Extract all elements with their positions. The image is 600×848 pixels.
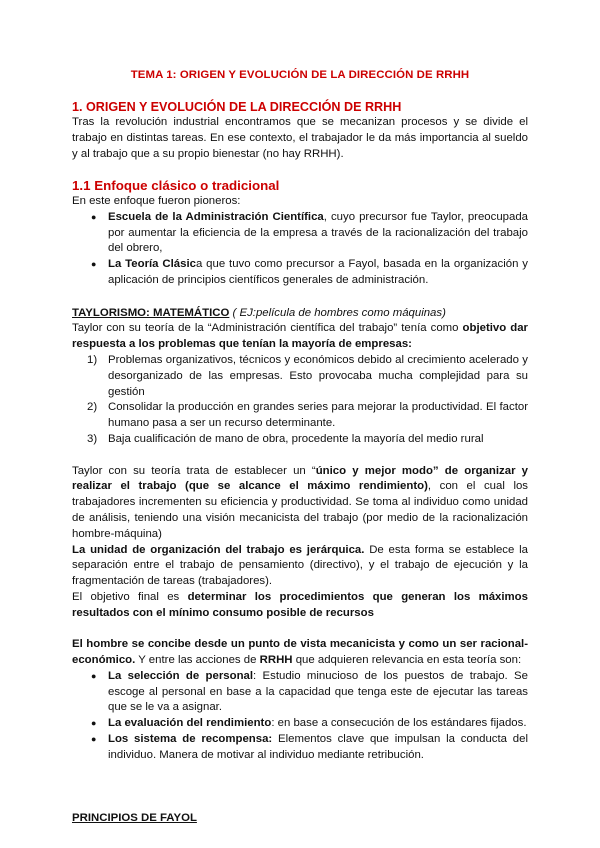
list-item: 3) Baja cualificación de mano de obra, procedente la mayoría del medio rural	[87, 432, 484, 445]
taylorismo-note: ( EJ:película de hombres como máquinas)	[229, 306, 446, 319]
problems-list	[72, 353, 528, 448]
document-body	[72, 99, 528, 827]
pioneers-list	[72, 210, 528, 289]
list-item: ● La Teoría Clásica que tuvo como precursor a Fayol, basada en la organización y aplicación de principios científicos generales de administración.	[108, 257, 528, 289]
taylorismo-heading: TAYLORISMO: MATEMÁTICO	[72, 306, 230, 319]
list-item: ● La selección de personal: Estudio minucioso de los puestos de trabajo. Se escoge al personal en base a la capacidad que tenga este de ejecutar las tareas que se le va a asignar.	[108, 669, 528, 716]
taylorismo-paragraph-1: Taylor con su teoría de la “Administración científica del trabajo” tenía como objetivo dar respuesta a los problemas que tenían la mayoría de empresas:	[72, 322, 528, 351]
list-item: 2) Consolidar la producción en grandes series para mejorar la productividad. El factor humano pasa a ser un recurso determinante.	[87, 401, 528, 430]
section-1-1-intro: En este enfoque fueron pioneros:	[72, 194, 241, 207]
section-1-1-heading: 1.1 Enfoque clásico o tradicional	[72, 178, 280, 194]
fayol-heading: PRINCIPIOS DE FAYOL	[72, 812, 197, 825]
document-title: TEMA 1: ORIGEN Y EVOLUCIÓN DE LA DIRECCIÓN DE RRHH	[130, 69, 470, 81]
list-item: ● Escuela de la Administración Científica, cuyo precursor fue Taylor, preocupada por aumentar la eficiencia de la empresa a través de la racionalización del trabajo del obrero,	[108, 210, 528, 257]
list-item: 1) Problemas organizativos, técnicos y económicos debido al crecimiento acelerado y desorganizado de las empresas. Esto provocaba mucha complejidad para su gestión	[87, 353, 528, 398]
section-1-heading: 1. ORIGEN Y EVOLUCIÓN DE LA DIRECCIÓN DE RRHH	[72, 100, 402, 114]
taylorismo-paragraph-3: La unidad de organización del trabajo es jerárquica. De esta forma se establece la separación entre el trabajo de pensamiento (directivo), y el trabajo de ejecución y la fragmentación de tareas (trabajadores).	[72, 543, 528, 588]
taylorismo-paragraph-4: El objetivo final es determinar los procedimientos que generan los máximos resultados con el mínimo consumo posible de recursos	[72, 590, 528, 619]
list-item: ● La evaluación del rendimiento: en base a consecución de los estándares fijados.	[108, 716, 528, 732]
taylorismo-paragraph-2: Taylor con su teoría trata de establecer un “único y mejor modo” de organizar y realizar el trabajo (que se alcance el máximo rendimiento), con el cual los trabajadores incrementen su eficiencia y productividad. Se toma al individuo como unidad de análisis, teniendo una visión mecanicista del trabajo (por medio de la racionalización hombre-máquina)	[72, 464, 529, 540]
fayol-heading-line	[72, 811, 528, 827]
taylorismo-heading-line	[72, 306, 528, 322]
list-item: ● Los sistema de recompensa: Elementos clave que impulsan la conducta del individuo. Manera de motivar al individuo mediante retribución.	[108, 732, 528, 764]
section-1-text: Tras la revolución industrial encontramos que se mecanizan procesos y se divide el trabajo en distintas tareas. En ese contexto, el trabajador le da más importancia al sueldo y al trabajo que a su propio bienestar (no hay RRHH).	[72, 116, 528, 160]
rrhh-actions-list	[72, 669, 528, 764]
taylorismo-paragraph-5: El hombre se concibe desde un punto de vista mecanicista y como un ser racional-económico. Y entre las acciones de RRHH que adquieren relevancia en esta teoría son:	[72, 638, 528, 667]
